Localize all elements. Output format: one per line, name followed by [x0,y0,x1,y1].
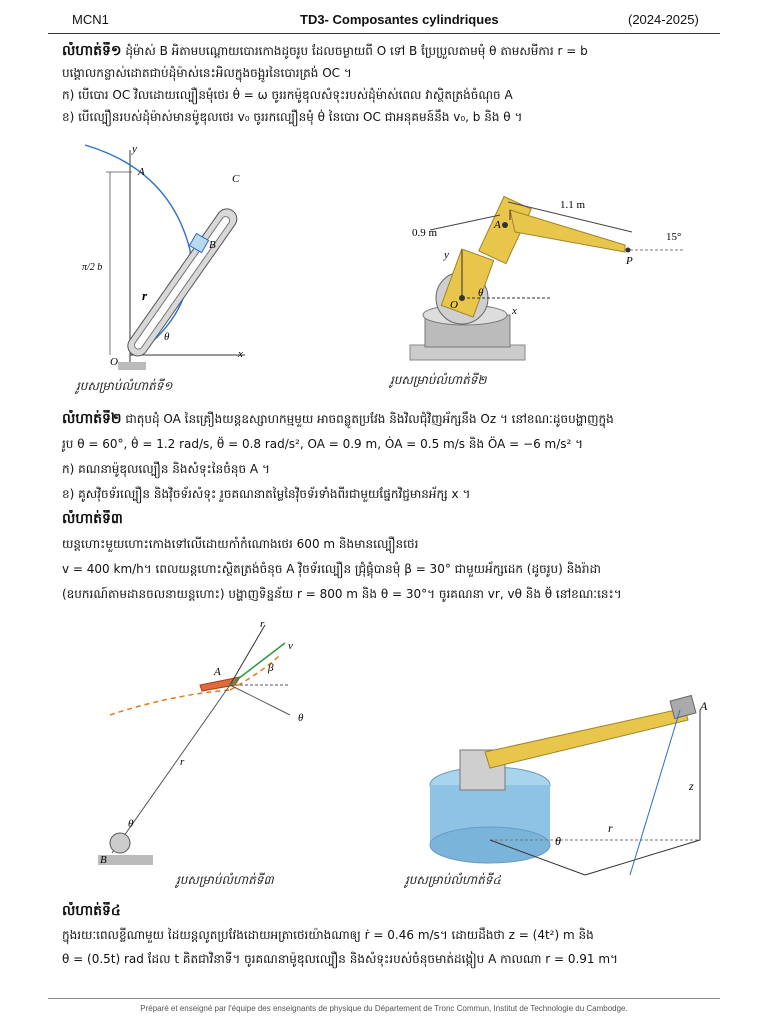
fig3-caption: រូបសម្រាប់លំហាត់ទី៣ [176,873,274,887]
fig3-theta-top: θ [298,712,304,724]
fig2-P: P [626,255,633,267]
fig4-caption: រូបសម្រាប់លំហាត់ទី៤ [405,873,501,887]
ex3-line3: (ឧបករណ៍តាមដានចលនាយន្តហោះ) បង្ហាញទិន្នន័យ r = 800 m និង θ = 30°។ ចូរគណនា vr, vθ និង θ̈ នៅខណៈនេះ។ [62,587,622,601]
fig2-theta: θ [478,287,484,299]
ex1-line3: ក) បើបោរ OC វិលដោយល្បឿនមុំថេរ θ̇ = ω ចូររកម៉ូឌុលសំទុះរបស់ដុំម៉ាស់ពេល វាស្ថិតត្រង់ចំណុច A [62,88,513,102]
fig2-x: x [512,305,517,317]
figure-3 [90,615,370,885]
ex1-line1: លំហាត់ទី១ ដុំម៉ាស់ B អិតាមបណ្ដោយបោរកោងដូចរូប ដែលចម្ងាយពី O ទៅ B ប្រែប្រួលតាមមុំ θ តាមសមីការ r = b [62,43,588,59]
fig1-r: r [142,288,148,303]
fig4-A: A [700,699,708,713]
ex4-line2: θ = (0.5t) rad ដែល t គិតជាវិនាទី។ ចូរគណនាម៉ូឌុលល្បឿន និងសំទុះរបស់ចំនុចមាត់ដង្កៀប A កាលណា r = 0.91 m។ [62,952,618,966]
fig1-O: O [110,356,118,368]
footer-rule [48,998,720,999]
ex2-line2: រូប θ = 60°, θ̇ = 1.2 rad/s, θ̈ = 0.8 rad/s², OA = 0.9 m, ȮA = 0.5 m/s និង ÖA = −6 m/s² ។ [62,437,584,451]
header-rule [48,33,720,34]
fig2-y: y [444,249,449,261]
fig2-len1: 1.1 m [560,199,586,211]
footer-text: Préparé et enseigné par l'équipe des enseignants de physique du Département de Tronc Commun, Institut de Technologie du Cambodge. [140,1004,628,1013]
fig1-pi2b: π/2 b [82,262,103,273]
ex2-line4: ខ) គូសវ៉ិចទ័រល្បឿន និងវ៉ិចទ័រសំទុះ រួចគណនាតម្លៃនៃវ៉ិចទ័រទាំងពីរជាមួយផ្នែកវិជ្ជមានអ័ក្ស x ។ [62,487,471,501]
fig1-B: B [209,239,216,251]
fig1-x: x [238,348,243,360]
fig1-caption: រូបសម្រាប់លំហាត់ទី១ [76,379,173,393]
fig2-O: O [450,299,458,311]
ex2-heading: លំហាត់ទី២ [62,411,122,427]
fig2-caption: រូបសម្រាប់លំហាត់ទី២ [390,373,487,387]
fig3-v: v [288,640,293,652]
page-header [0,6,768,32]
ex4-line1: ក្នុងរយៈពេលខ្លីណាមួយ ដៃយន្តលូតប្រវែងដោយអត្រាថេរយ៉ាងណាឲ្យ ṙ = 0.46 m/s។ ដោយដឹងថា z = (4t²) m និង [62,928,594,942]
ex1-line2: បង្គោលកន្លាស់ដោតជាប់ដុំម៉ាស់នេះអិលក្នុងចង្អូរនៃបោរត្រង់ OC ។ [62,66,352,80]
fig2-A: A [494,219,501,231]
fig1-C: C [232,173,240,185]
fig1-y: y [132,143,137,155]
footer [0,1004,768,1013]
figure-1 [70,140,270,380]
ex2-line1: លំហាត់ទី២ ជាតុបដុំ OA នៃគ្រឿងយន្តឧស្សាហកម្មមួយ អាចពន្លូតប្រវែង និងវិលជុំវិញអ័ក្សនឹង Oz ។ នៅខណៈដូចបង្ហាញក្នុង [62,411,614,427]
fig2-angle: 15° [666,231,682,243]
ex1-line4: ខ) បើល្បឿនរបស់ដុំម៉ាស់មានម៉ូឌុលថេរ v₀ ចូររកល្បឿនមុំ θ̇ នៃបោរ OC ជាអនុគមន៍នឹង v₀, b និង θ ។ [62,110,523,124]
ex2-line3: ក) គណនាម៉ូឌុលល្បឿន និងសំទុះនៃចំនុច A ។ [62,462,270,476]
fig4-z: z [689,779,694,793]
figure-2 [400,180,700,380]
figure-4 [400,690,730,880]
ex1-heading: លំហាត់ទី១ [62,43,122,59]
fig3-r-top: r [260,618,265,630]
fig3-B: B [100,854,107,866]
fig1-theta: θ [164,331,170,343]
fig3-r: r [180,756,185,768]
fig1-A: A [138,166,145,178]
ex3-line1: យន្តហោះមួយហោះកោងទៅលើដោយកាំកំណោងថេរ 600 m និងមានល្បឿនថេរ [62,537,419,551]
fig3-beta: β [268,662,274,674]
fig2-len2: 0.9 m [412,227,438,239]
ex3-heading: លំហាត់ទី៣ [62,511,123,527]
fig3-theta: θ [128,818,134,830]
doc-title: TD3- Composantes cylindriques [300,12,499,27]
fig3-A: A [214,666,221,678]
course-code: MCN1 [72,12,109,27]
ex3-line2: v = 400 km/h។ ពេលយន្តហោះស្ថិតត្រង់ចំនុច A វ៉ិចទ័រល្បឿន ជ្រុំផ្គុំបានមុំ β = 30° ជាមួយអ័ក្សដេក (ដូចរូប) និងរ៉ាដា [62,562,601,576]
ex4-heading: លំហាត់ទី៤ [62,903,121,919]
fig4-r: r [608,821,613,835]
academic-year: (2024-2025) [628,12,699,27]
fig4-theta: θ [555,834,561,848]
